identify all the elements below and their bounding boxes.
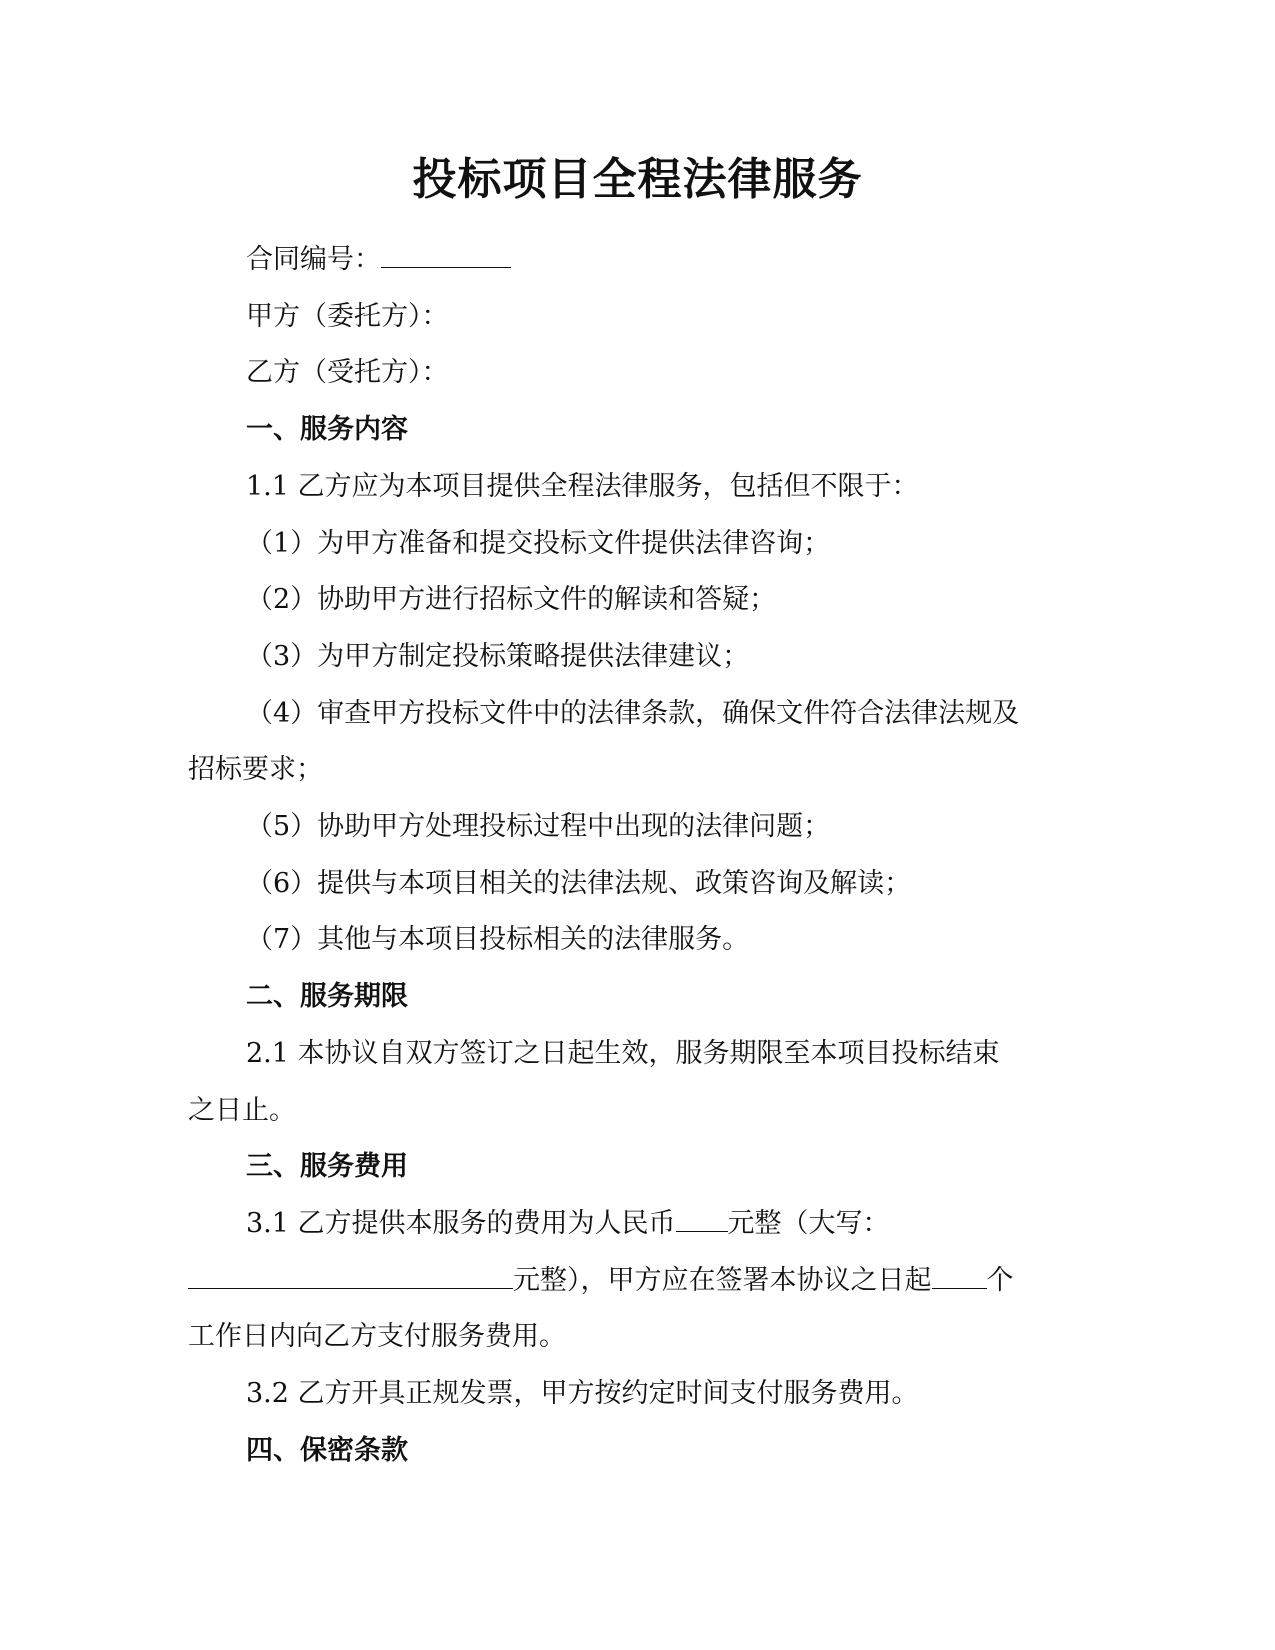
clause-3-1-continued [188, 1253, 1088, 1310]
service-item-5: （5）协助甲方处理投标过程中出现的法律问题； [246, 811, 831, 843]
payment-days-blank [932, 1266, 987, 1289]
clause-3-2: 3.2 乙方开具正规发票，甲方按约定时间支付服务费用。 [246, 1378, 919, 1410]
service-item-3: （3）为甲方制定投标策略提供法律建议； [246, 640, 750, 672]
clause-2-1: 2.1 本协议自双方签订之日起生效，服务期限至本项目投标结束 [246, 1037, 1000, 1069]
clause-1-1: 1.1 乙方应为本项目提供全程法律服务，包括但不限于： [246, 470, 919, 502]
section-2-heading: 二、服务期限 [246, 981, 408, 1013]
section-3-heading: 三、服务费用 [246, 1151, 408, 1183]
section-1-heading: 一、服务内容 [246, 414, 408, 446]
clause-3-1-text-d: 个 [986, 1264, 1014, 1296]
section-4-heading: 四、保密条款 [246, 1434, 408, 1466]
clause-2-1-continued: 之日止。 [188, 1094, 296, 1126]
fee-amount-words-blank [188, 1266, 513, 1289]
clause-3-1-text-a: 3.1 乙方提供本服务的费用为人民币 [246, 1207, 676, 1239]
document-title: 投标项目全程法律服务 [412, 154, 863, 205]
contract-number-label: 合同编号： [246, 244, 381, 275]
clause-3-1 [188, 1196, 1088, 1253]
party-a-label: 甲方（委托方）： [246, 300, 449, 332]
service-item-7: （7）其他与本项目投标相关的法律服务。 [246, 924, 750, 956]
service-item-6: （6）提供与本项目相关的法律法规、政策咨询及解读； [246, 867, 912, 899]
document-body [188, 232, 1088, 1479]
service-item-4: （4）审查甲方投标文件中的法律条款，确保文件符合法律法规及 [246, 697, 1020, 729]
clause-3-1-text-b: 元整（大写： [727, 1207, 890, 1239]
service-item-4-continued: 招标要求； [188, 754, 323, 786]
contract-number-line [188, 232, 1088, 289]
clause-3-1-text-c: 元整），甲方应在签署本协议之日起 [513, 1264, 932, 1296]
clause-3-1-end: 工作日内向乙方支付服务费用。 [188, 1321, 566, 1353]
service-item-1: （1）为甲方准备和提交投标文件提供法律咨询； [246, 527, 831, 559]
contract-number-blank [381, 245, 511, 268]
fee-amount-blank [676, 1209, 728, 1232]
service-item-2: （2）协助甲方进行招标文件的解读和答疑； [246, 584, 777, 616]
party-b-label: 乙方（受托方）： [246, 357, 449, 389]
